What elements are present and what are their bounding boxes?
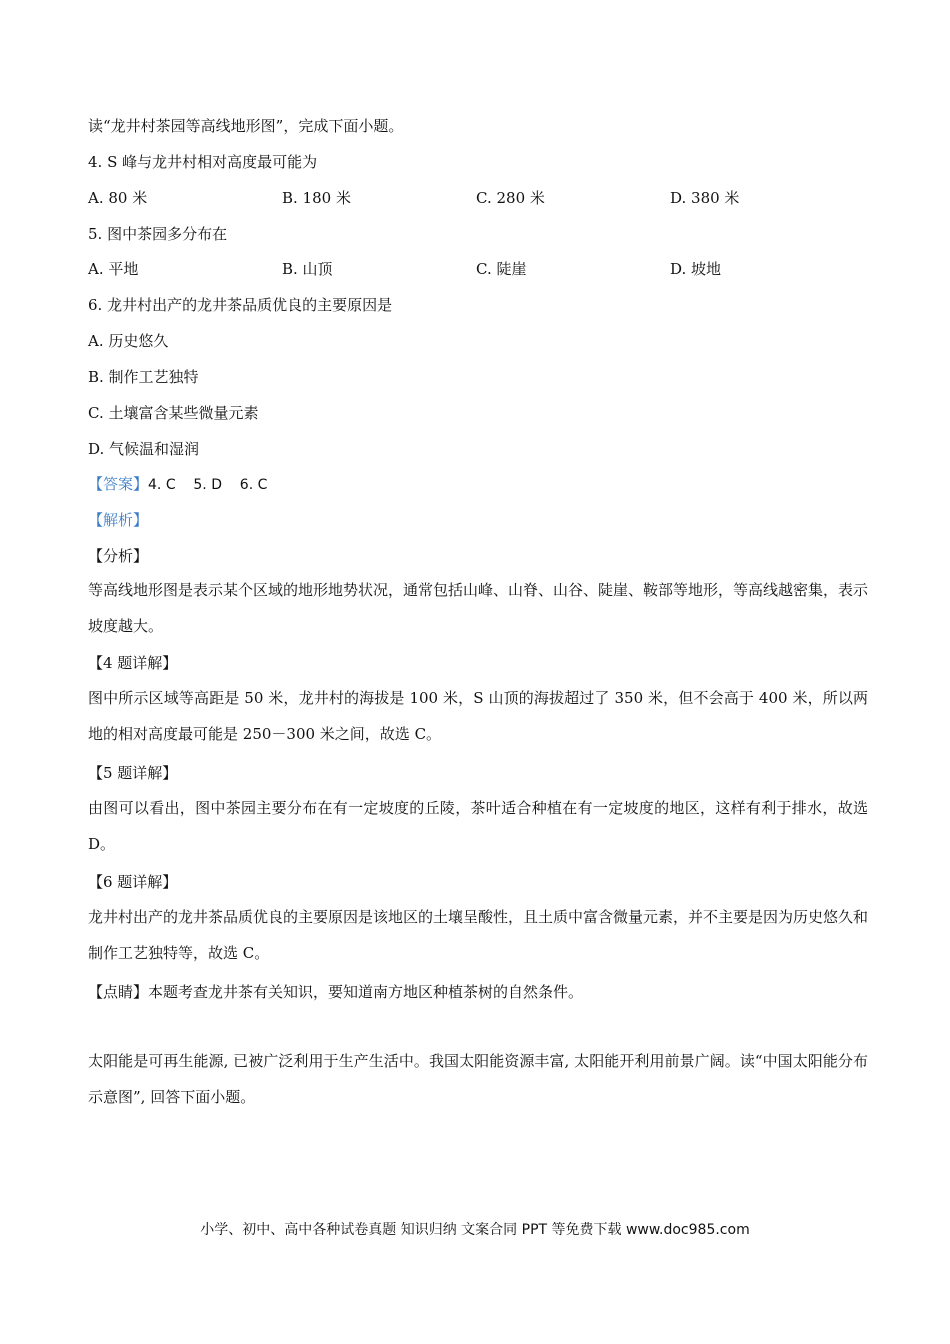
dianjing-text: 【点睛】本题考查龙井茶有关知识，要知道南方地区种植茶树的自然条件。 (88, 983, 584, 1001)
detail-6-text: 龙井村出产的龙井茶品质优良的主要原因是该地区的土壤呈酸性，且土质中富含微量元素，并不主要是因为历史悠久和制作工艺独特等，故选 C。 (88, 908, 869, 962)
question-6-stem: 6. 龙井村出产的龙井茶品质优良的主要原因是 (88, 296, 393, 314)
q5-option-d: D. 坡地 (670, 260, 722, 278)
detail-4-text: 图中所示区域等高距是 50 米，龙井村的海拔是 100 米，S 山顶的海拔超过了 350 米，但不会高于 400 米，所以两地的相对高度最可能是 250－300 米之间，故选 C。 (88, 689, 868, 743)
solar-intro-text: 太阳能是可再生能源, 已被广泛利用于生产生活中。我国太阳能资源丰富, 太阳能开利用前景广阔。读“中国太阳能分布示意图”, 回答下面小题。 (88, 1052, 868, 1106)
q4-option-d: D. 380 米 (670, 189, 740, 207)
analysis-tag: 【解析】 (88, 511, 149, 529)
detail-5-tag: 【5 题详解】 (88, 764, 178, 782)
q5-option-a: A. 平地 (88, 260, 139, 278)
answer-tag: 【答案】 (88, 475, 149, 493)
q6-option-a: A. 历史悠久 (88, 332, 169, 350)
answer-text: 4. C 5. D 6. C (148, 477, 268, 493)
q6-option-c: C. 土壤富含某些微量元素 (88, 404, 259, 422)
q4-option-a: A. 80 米 (88, 189, 148, 207)
detail-5-text: 由图可以看出，图中茶园主要分布在有一定坡度的丘陵，茶叶适合种植在有一定坡度的地区，这样有利于排水，故选 D。 (88, 799, 868, 853)
q6-option-d: D. 气候温和湿润 (88, 440, 200, 458)
page-footer: 小学、初中、高中各种试卷真题 知识归纳 文案合同 PPT 等免费下载 www.doc985.com (200, 1222, 750, 1238)
detail-6-tag: 【6 题详解】 (88, 873, 178, 891)
detail-4-tag: 【4 题详解】 (88, 654, 178, 672)
answer-line (88, 474, 267, 495)
question-intro: 读“龙井村茶园等高线地形图”，完成下面小题。 (88, 117, 404, 135)
q6-option-b: B. 制作工艺独特 (88, 368, 199, 386)
fenxi-tag: 【分析】 (88, 547, 149, 565)
q4-option-c: C. 280 米 (476, 189, 545, 207)
q5-option-c: C. 陡崖 (476, 260, 527, 278)
q4-option-b: B. 180 米 (282, 189, 351, 207)
fenxi-text: 等高线地形图是表示某个区域的地形地势状况，通常包括山峰、山脊、山谷、陡崖、鞍部等地形，等高线越密集，表示坡度越大。 (88, 581, 869, 635)
question-4-stem: 4. S 峰与龙井村相对高度最可能为 (88, 153, 318, 171)
question-5-stem: 5. 图中茶园多分布在 (88, 225, 228, 243)
q5-option-b: B. 山顶 (282, 260, 333, 278)
